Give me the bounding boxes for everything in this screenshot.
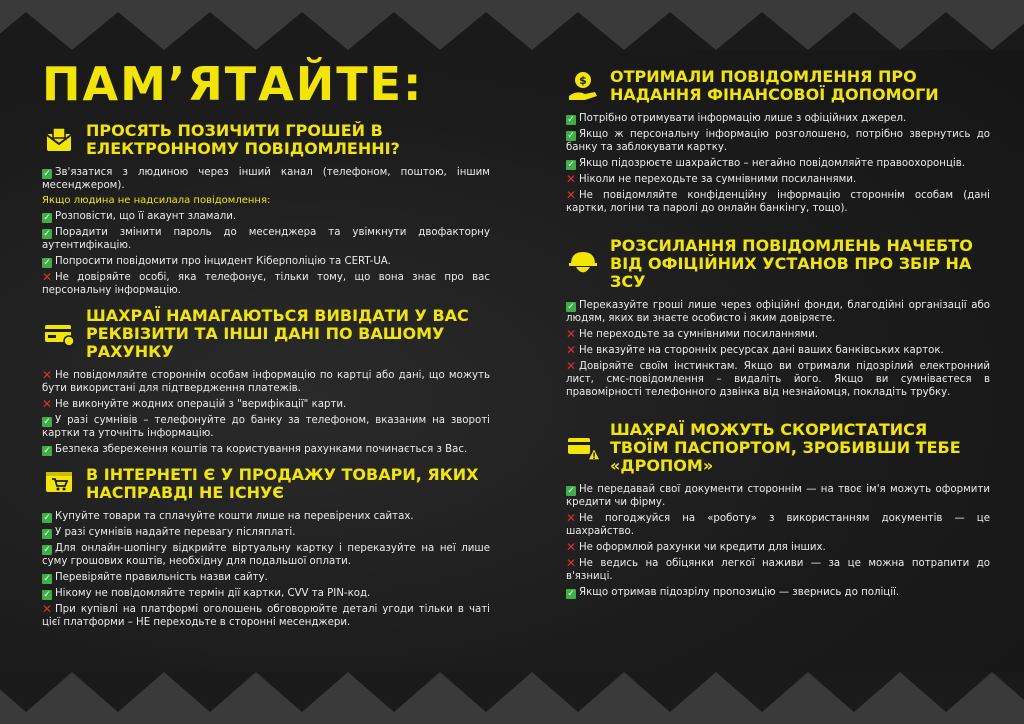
item-text: Потрібно отримувати інформацію лише з офіційних джерел.	[579, 113, 907, 124]
item-text: Не ведись на обіцянки легкої наживи — за це можна потрапити до в'язниці.	[566, 558, 990, 582]
item-text: Не повідомляйте стороннім особам інформацію по картці або дані, що можуть бути використані для підтвердження платежів.	[42, 370, 490, 394]
cross-icon: ✕	[42, 602, 53, 616]
do-item	[42, 166, 490, 192]
item-text: Не переходьте за сумнівними посиланнями.	[579, 329, 818, 340]
check-icon: ✓	[43, 169, 51, 179]
item-text: Не довіряйте особі, яка телефонує, тільки тому, що вона знає про вас персональну інформацію.	[42, 272, 490, 296]
item-text: Довіряйте своїм інстинктам. Якщо ви отримали підозрілий електронний лист, смс-повідомлення – видаліть його. Якщо ви сумніваєтеся в правомірності телефонного дзвінка від незнайомця, покладіть трубку.	[566, 361, 990, 398]
do-item	[42, 226, 490, 252]
item-text: Якщо отримав підозрілу пропозицію — звернись до поліції.	[579, 587, 900, 598]
do-item	[42, 571, 490, 584]
dont-item	[566, 360, 990, 399]
do-item	[42, 443, 490, 456]
cross-icon: ✕	[566, 359, 577, 373]
do-item	[42, 255, 490, 268]
item-text: Зв'язатися з людиною через інший канал (телефоном, поштою, іншим месенджером).	[42, 167, 490, 191]
envelope-money-icon	[42, 123, 76, 157]
dont-item	[566, 189, 990, 215]
item-text: Переказуйте гроші лише через офіційні фонди, благодійні організації або людям, яких ви знаєте особисто і яким довіряєте.	[566, 300, 990, 324]
item-text: Розповісти, що її акаунт зламали.	[55, 211, 237, 222]
check-icon: ✓	[43, 513, 51, 523]
item-text: Якщо ж персональну інформацію розголошено, потрібно звернутись до банку та заблокувати картку.	[566, 129, 990, 153]
section-header	[566, 421, 990, 475]
check-icon: ✓	[43, 229, 51, 239]
item-text: Нікому не повідомляйте термін дії картки, CVV та PIN-код.	[55, 588, 371, 599]
left-column	[42, 58, 490, 639]
dont-item	[42, 603, 490, 629]
top-zigzag-border	[0, 0, 1024, 50]
section-header	[566, 237, 990, 291]
cross-icon: ✕	[566, 188, 577, 202]
cross-icon: ✕	[566, 327, 577, 341]
item-text: Не передавай свої документи стороннім — на твоє ім'я можуть оформити кредити чи фірму.	[566, 484, 990, 508]
info-section	[566, 237, 990, 399]
item-text: Не повідомляйте конфіденційну інформацію стороннім особам (дані картки, логіни та паролі до онлайн банкінгу, тощо).	[566, 190, 990, 214]
info-section	[42, 122, 490, 297]
check-icon: ✓	[567, 486, 575, 496]
info-section	[566, 68, 990, 215]
check-icon: ✓	[43, 446, 51, 456]
section-header	[42, 122, 490, 158]
item-text: Якщо підозрюєте шахрайство – негайно повідомляйте правоохоронців.	[579, 158, 965, 169]
money-hand-icon	[566, 69, 600, 103]
cross-icon: ✕	[566, 511, 577, 525]
section-title: В ІНТЕРНЕТІ Є У ПРОДАЖУ ТОВАРИ, ЯКИХ НАСПРАВДІ НЕ ІСНУЄ	[86, 465, 479, 502]
dont-item	[566, 512, 990, 538]
item-text: Для онлайн-шопінгу відкрийте віртуальну картку і переказуйте на неї лише суму грошових коштів, необхідну для подальшої оплати.	[42, 543, 490, 567]
do-item	[566, 483, 990, 509]
item-text: Безпека збереження коштів та користування рахунками починається з Вас.	[55, 444, 468, 455]
item-text: Не погоджуйся на «роботу» з використанням документів — це шахрайство.	[566, 513, 990, 537]
cross-icon: ✕	[566, 556, 577, 570]
section-note: Якщо людина не надсилала повідомлення:	[42, 195, 271, 206]
do-item	[566, 112, 990, 125]
check-icon: ✓	[567, 302, 575, 312]
item-text: Ніколи не переходьте за сумнівними посиланнями.	[579, 174, 857, 185]
svg-text:$: $	[579, 74, 587, 87]
info-section	[42, 466, 490, 629]
section-header	[42, 307, 490, 361]
item-text: Порадити змінити пароль до месенджера та увімкнути двофакторну аутентифікацію.	[42, 227, 490, 251]
item-text: Купуйте товари та сплачуйте кошти лише на перевірених сайтах.	[55, 511, 414, 522]
section-header	[566, 68, 990, 104]
cross-icon: ✕	[42, 368, 53, 382]
check-icon: ✓	[43, 545, 51, 555]
check-icon: ✓	[43, 258, 51, 268]
check-icon: ✓	[43, 529, 51, 539]
section-title: ОТРИМАЛИ ПОВІДОМЛЕННЯ ПРО НАДАННЯ ФІНАНСОВОЇ ДОПОМОГИ	[610, 67, 939, 104]
item-text: При купівлі на платформі оголошень обговорюйте деталі угоди тільки в чаті цієї платформи – НЕ переходьте в сторонні месенджери.	[42, 604, 490, 628]
check-icon: ✓	[567, 160, 575, 170]
cross-icon: ✕	[42, 397, 53, 411]
dont-item	[566, 173, 990, 186]
page-title: ПАМ’ЯТАЙТЕ:	[42, 57, 424, 111]
check-icon: ✓	[567, 131, 575, 141]
dont-item	[566, 541, 990, 554]
check-icon: ✓	[567, 115, 575, 125]
soldier-helmet-icon	[566, 247, 600, 281]
dont-item	[566, 557, 990, 583]
do-item	[42, 542, 490, 568]
section-title: ПРОСЯТЬ ПОЗИЧИТИ ГРОШЕЙ В ЕЛЕКТРОННОМУ ПОВІДОМЛЕННІ?	[86, 121, 400, 158]
section-title: РОЗСИЛАННЯ ПОВІДОМЛЕНЬ НАЧЕБТО ВІД ОФІЦІЙНИХ УСТАНОВ ПРО ЗБІР НА ЗСУ	[610, 236, 973, 291]
item-text: Попросити повідомити про інцидент Кіберполіцію та CERT-UA.	[55, 256, 391, 267]
cross-icon: ✕	[566, 172, 577, 186]
check-icon: ✓	[43, 417, 51, 427]
section-header	[42, 466, 490, 502]
svg-text:!: !	[591, 452, 597, 462]
cross-icon: ✕	[566, 540, 577, 554]
do-item	[566, 128, 990, 154]
dont-item	[566, 344, 990, 357]
cross-icon: ✕	[566, 343, 577, 357]
check-icon: ✓	[567, 589, 575, 599]
do-item	[42, 510, 490, 523]
check-icon: ✓	[43, 213, 51, 223]
do-item	[42, 210, 490, 223]
do-item	[42, 414, 490, 440]
do-item	[42, 526, 490, 539]
info-section	[566, 421, 990, 599]
item-text: Не виконуйте жодних операцій з "верифікації" карти.	[55, 399, 347, 410]
bottom-zigzag-border	[0, 672, 1024, 724]
section-title: ШАХРАЇ МОЖУТЬ СКОРИСТАТИСЯ ТВОЇМ ПАСПОРТОМ, ЗРОБИВШИ ТЕБЕ «ДРОПОМ»	[610, 420, 961, 475]
shopping-cart-icon	[42, 467, 76, 501]
dont-item	[42, 398, 490, 411]
card-warning-icon	[566, 431, 600, 465]
dont-item	[42, 369, 490, 395]
right-column	[566, 68, 990, 609]
do-item	[566, 299, 990, 325]
item-text: Не вказуйте на сторонніх ресурсах дані ваших банківських карток.	[579, 345, 944, 356]
item-text: У разі сумнівів – телефонуйте до банку за телефоном, вказаним на звороті картки та уточніть інформацію.	[42, 415, 490, 439]
dont-item	[42, 271, 490, 297]
item-text: Перевіряйте правильність назви сайту.	[55, 572, 268, 583]
info-section	[42, 307, 490, 456]
item-text: Не оформлюй рахунки чи кредити для інших.	[579, 542, 826, 553]
item-text: У разі сумнівів надайте перевагу післяплаті.	[55, 527, 296, 538]
check-icon: ✓	[43, 574, 51, 584]
dont-item	[566, 328, 990, 341]
do-item	[566, 586, 990, 599]
cross-icon: ✕	[42, 270, 53, 284]
do-item	[42, 587, 490, 600]
check-icon: ✓	[43, 590, 51, 600]
section-title: ШАХРАЇ НАМАГАЮТЬСЯ ВИВІДАТИ У ВАС РЕКВІЗИТИ ТА ІНШІ ДАНІ ПО ВАШОМУ РАХУНКУ	[86, 306, 469, 361]
credit-card-icon	[42, 317, 76, 351]
do-item	[566, 157, 990, 170]
